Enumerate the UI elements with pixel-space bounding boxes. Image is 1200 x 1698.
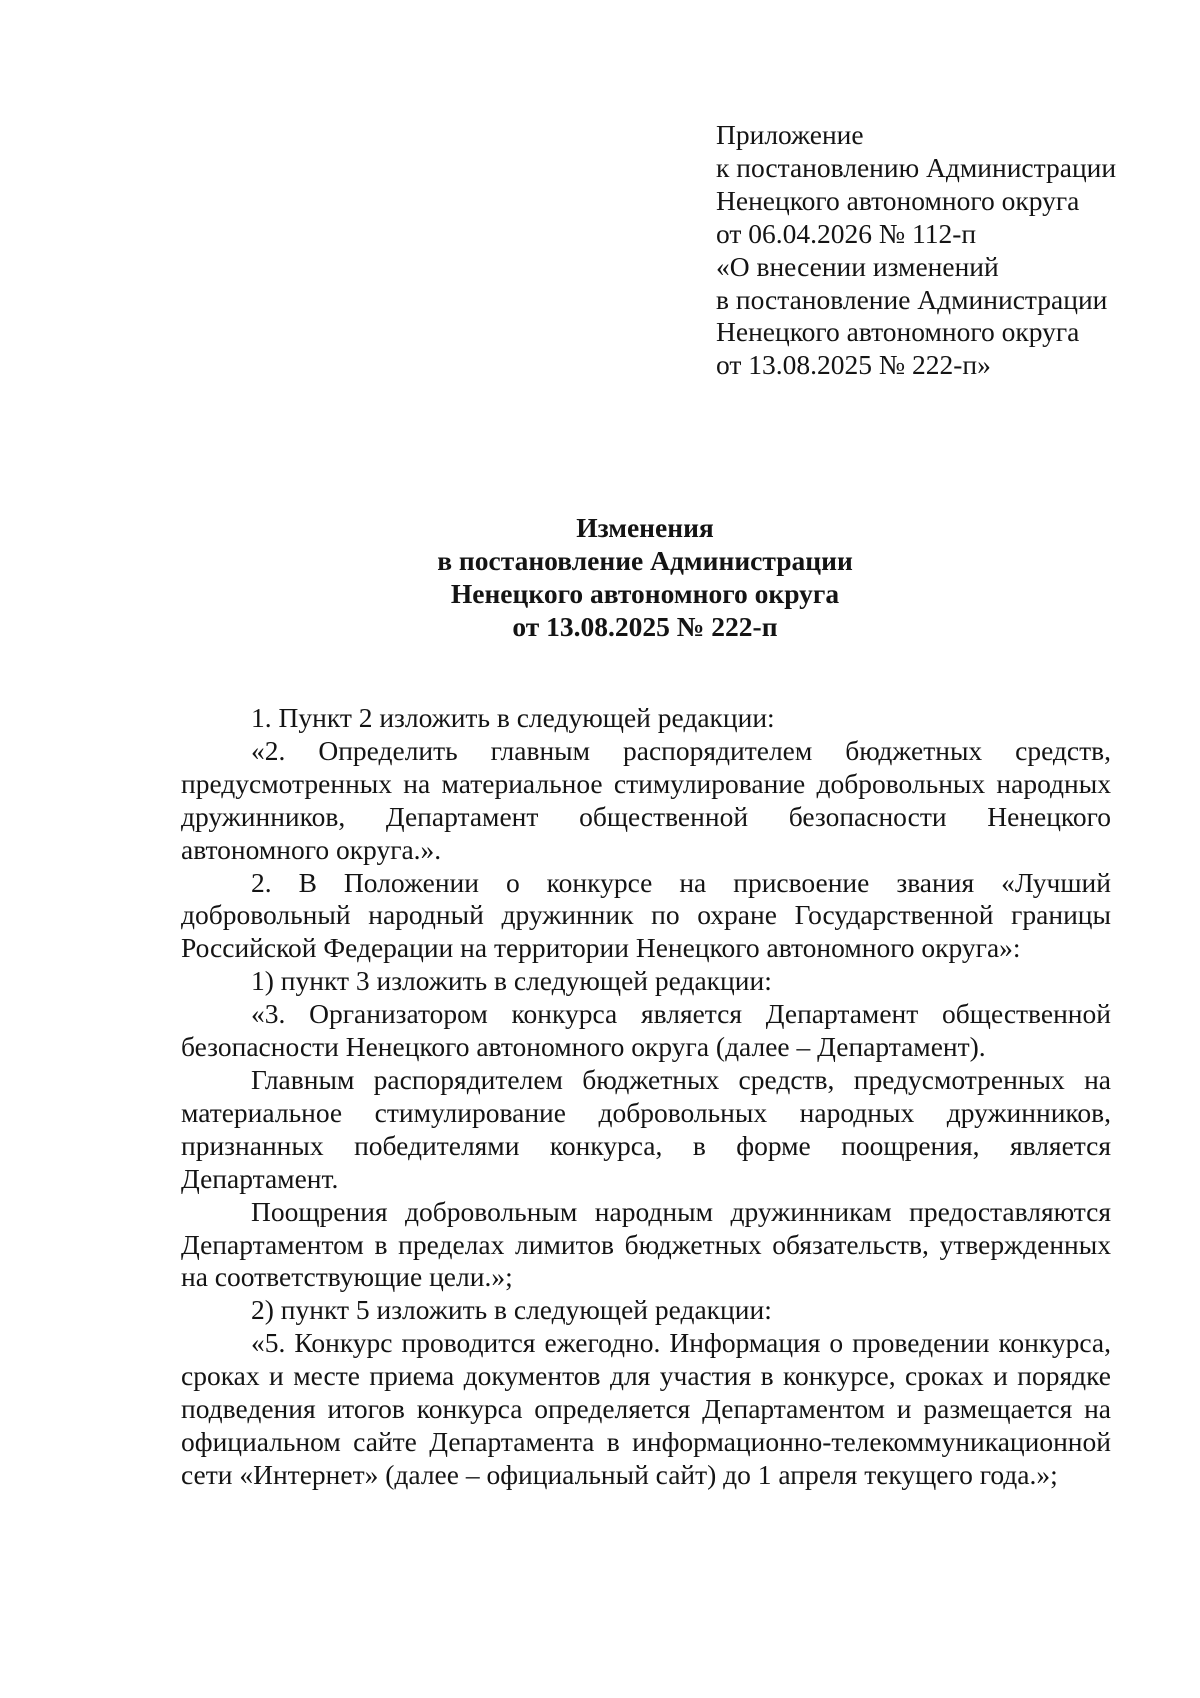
appendix-line: Ненецкого автономного округа xyxy=(716,184,1080,216)
title-line: Ненецкого автономного округа xyxy=(450,577,840,609)
paragraph-chief-manager: Главным распорядителем бюджетных средств, предусмотренных на материальное стимулирование добровольных народных дружинников, признанных победителями конкурса, в форме поощрения, является Департамент. xyxy=(181,1063,1111,1194)
title-line: в постановление Администрации xyxy=(437,544,853,576)
paragraph-item-2: 2. В Положении о конкурсе на присвоение звания «Лучший добровольный народный дружинник по охране Государственной границы Российской Федерации на территории Ненецкого автономного округа»: xyxy=(181,866,1111,964)
appendix-line: Ненецкого автономного округа xyxy=(716,316,1080,348)
appendix-line: в постановление Администрации xyxy=(716,283,1108,315)
paragraph-quote-item-3: «3. Организатором конкурса является Департамент общественной безопасности Ненецкого автономного округа (далее – Департамент). xyxy=(181,998,1111,1063)
title-line: от 13.08.2025 № 222-п xyxy=(512,610,778,642)
document-body xyxy=(181,702,1111,1492)
appendix-line: Приложение xyxy=(716,119,864,150)
appendix-block xyxy=(716,119,1186,382)
title-line: Изменения xyxy=(576,512,714,543)
appendix-line: от 06.04.2026 № 112-п xyxy=(716,217,977,249)
paragraph-incentives: Поощрения добровольным народным дружинникам предоставляются Департаментом в пределах лимитов бюджетных обязательств, утвержденных на соответствующие цели.»; xyxy=(181,1195,1111,1293)
paragraph-subitem-2: 2) пункт 5 изложить в следующей редакции: xyxy=(251,1294,772,1326)
paragraph-subitem-1: 1) пункт 3 изложить в следующей редакции: xyxy=(251,965,772,997)
paragraph-item-1: 1. Пункт 2 изложить в следующей редакции: xyxy=(251,702,775,733)
appendix-line: «О внесении изменений xyxy=(716,250,999,282)
appendix-line: к постановлению Администрации xyxy=(716,151,1117,183)
document-title xyxy=(0,512,1200,644)
appendix-line: от 13.08.2025 № 222-п» xyxy=(716,349,991,381)
paragraph-quote-item-5: «5. Конкурс проводится ежегодно. Информация о проведении конкурса, сроках и месте приема документов для участия в конкурсе, сроках и порядке подведения итогов конкурса определяется Департаментом и размещается на официальном сайте Департамента в информационно-телекоммуникационной сети «Интернет» (далее – официальный сайт) до 1 апреля текущего года.»; xyxy=(181,1327,1111,1490)
paragraph-quote-item-2: «2. Определить главным распорядителем бюджетных средств, предусмотренных на материальное стимулирование добровольных народных дружинников, Департамент общественной безопасности Ненецкого автономного округа.». xyxy=(181,734,1111,865)
